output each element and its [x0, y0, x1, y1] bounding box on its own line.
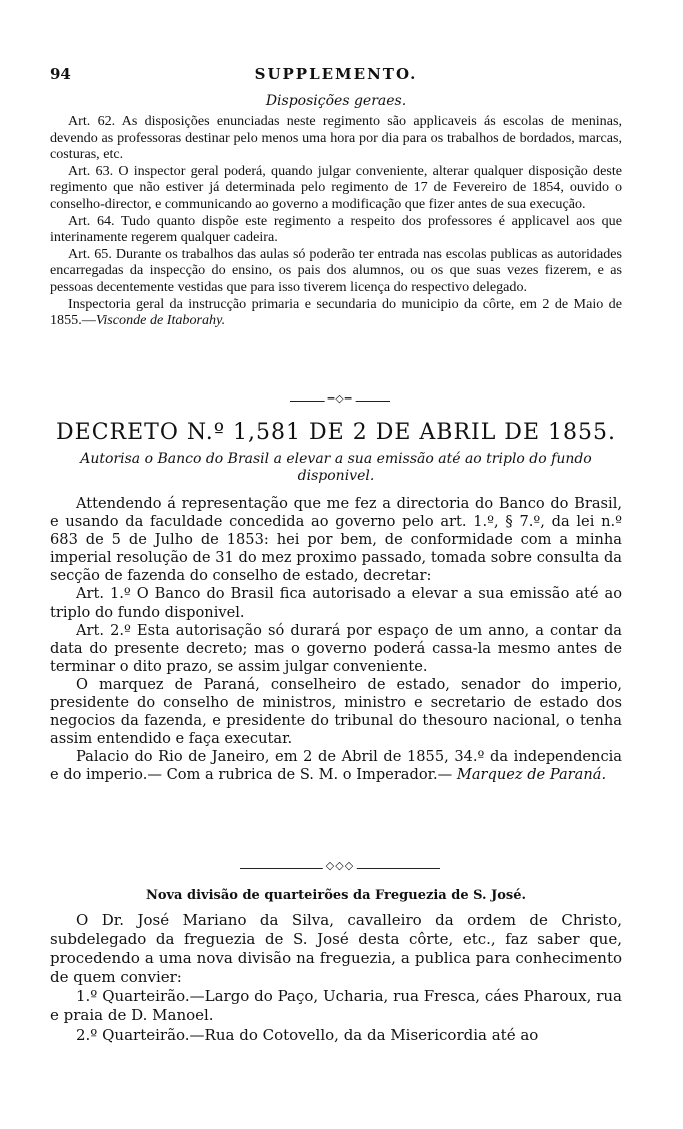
inspectoria-closing — [50, 296, 622, 329]
closing-text: Palacio do Rio de Janeiro, em 2 de Abril de 1855, 34.º da independencia e do imperio.— Com a rubrica de S. M. o Imperador.— — [50, 748, 622, 784]
section-heading: Disposições geraes. — [265, 93, 407, 109]
decree-subtitle: Autorisa o Banco do Brasil a elevar a sua emissão até ao triplo do fundo disponivel. — [80, 451, 592, 484]
closing-text: Inspectoria geral da instrucção primaria e secundaria do municipio da côrte, em 2 de Maio de 1855.— — [50, 295, 622, 329]
page-header — [50, 65, 622, 87]
ornament-icon: ◇◇◇ — [323, 859, 357, 872]
ornamental-divider — [290, 392, 390, 406]
article-62: Art. 62. As disposições enunciadas neste regimento são applicaveis ás escolas de meninas, devendo as professoras destinar pelo menos uma hora por dia para os trabalhos de bordados, marcas, costuras, etc. — [50, 113, 622, 163]
article-65: Art. 65. Durante os trabalhos das aulas só poderão ter entrada nas escolas publicas as autoridades encarregadas da inspecção do ensino, os pais dos alumnos, ou os que suas vezes fizerem, e as pessoas decentemente vestidas que para isso tiverem licença do respectivo delegado. — [50, 245, 622, 295]
quarteirao-1: 1.º Quarteirão.—Largo do Paço, Ucharia, rua Fresca, cáes Pharoux, rua e praia de D. Manoel. — [50, 987, 622, 1025]
ornamental-divider — [240, 859, 440, 873]
article-64: Art. 64. Tudo quanto dispõe este regimento a respeito dos professores é applicavel aos que interinamente regerem qualquer cadeira. — [50, 212, 622, 246]
page-number: 94 — [50, 65, 71, 83]
decree-article-1: Art. 1.º O Banco do Brasil fica autorisado a elevar a sua emissão até ao triplo do fundo disponivel. — [50, 585, 622, 621]
decree-execution: O marquez de Paraná, conselheiro de estado, senador do imperio, presidente do conselho de ministros, ministro e secretario de estado dos negocios da fazenda, e presidente do tribunal do thesouro nacional, o tenha assim entendido e faça executar. — [50, 675, 622, 748]
quarteirao-2: 2.º Quarteirão.—Rua do Cotovello, da da Misericordia até ao — [76, 1025, 539, 1044]
running-title: SUPPLEMENTO. — [254, 65, 418, 83]
article-63: Art. 63. O inspector geral poderá, quando julgar conveniente, alterar qualquer disposição deste regimento que não estiver já determinada pelo regimento de 17 de Fevereiro de 1854, ouvido o conselho-director, e communicando ao governo a modificação que fizer antes de sua execução. — [50, 162, 622, 212]
quarteiroes-section — [50, 888, 622, 1045]
ornament-icon: ═◇═ — [325, 392, 356, 405]
decree-closing — [50, 748, 622, 784]
section-title: Nova divisão de quarteirões da Freguezia de S. José. — [145, 888, 527, 903]
signature: Marquez de Paraná. — [456, 766, 607, 784]
general-provisions-section — [50, 93, 622, 329]
decree-preamble: Attendendo á representação que me fez a directoria do Banco do Brasil, e usando da faculdade concedida ao governo pelo art. 1.º, § 7.º, da lei n.º 683 de 5 de Julho de 1853: hei por bem, de conformidade com a minha imperial resolução de 31 do mez proximo passado, tomada sobre consulta da secção de fazenda do conselho de estado, decretar: — [50, 495, 622, 585]
announcement-paragraph: O Dr. José Mariano da Silva, cavalleiro da ordem de Christo, subdelegado da freguezia de S. José desta côrte, etc., faz saber que, procedendo a uma nova divisão na freguezia, a publica para conhecimento de quem convier: — [50, 911, 622, 987]
decree-title: DECRETO N.º 1,581 DE 2 DE ABRIL DE 1855. — [56, 420, 616, 445]
decree-section — [50, 420, 622, 785]
signature: Visconde de Itaborahy. — [95, 312, 226, 329]
decree-article-2: Art. 2.º Esta autorisação só durará por espaço de um anno, a contar da data do presente decreto; mas o governo poderá cassa-la mesmo antes de terminar o dito prazo, se assim julgar conveniente. — [50, 621, 622, 675]
